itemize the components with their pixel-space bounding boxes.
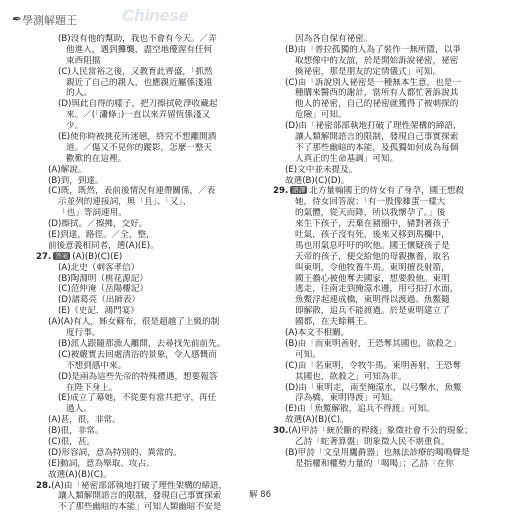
text-line: 不了那些幽暗的本能，及孤獨如何成為每個 <box>295 142 459 153</box>
text-line: 取想像中的友誼，於是開始訴說祕密，祕密 <box>295 55 459 66</box>
text-line: 馬也用氣息吁吁的吹他。國王懷疑孩子是 <box>295 240 450 251</box>
header-title: 學測解題王 <box>22 14 77 27</box>
text-line: 吐氣，孩子沒有死，後來又移到馬欄中， <box>295 230 450 241</box>
text-line: (C)人民當裕之後，又教育此齊盛，「抓然 <box>58 66 213 77</box>
text-line: (D)形容詞，意為特別的、異常的。 <box>48 447 182 458</box>
text-line: (C)范仲淹（岳陽樓記） <box>58 284 149 295</box>
text-line: (E)由「魚鱉解散，追兵不得渡」可知。 <box>285 404 435 415</box>
answer-text: (A)甲詩「統於斷的桿錢」象徵社會不公的現象； <box>288 426 473 437</box>
text-line: 國都，在夫餘稱王。 <box>295 317 373 328</box>
text-line: 來。／(「瀟條」)一直以來弄留恆係淺又 <box>66 110 211 121</box>
text-line: 魚鱉浮起連成橋，東明得以渡過。魚鱉隨 <box>295 295 450 306</box>
question-number: 27. <box>36 251 52 262</box>
text-line: (B)甲詩「文皇用鷹爵器」也無法診療的喝鳴聲是 <box>285 447 470 458</box>
text-line: (D)是兩為這些先帝的特殊禮遇，想要報答 <box>58 371 218 382</box>
text-line: 少。 <box>66 121 84 132</box>
text-line: 度行事。 <box>66 328 101 339</box>
text-line: (A)甚，很，非常。 <box>48 415 121 426</box>
text-line: 過人。 <box>66 404 92 415</box>
text-line: (A)解說。 <box>48 164 87 175</box>
text-line: (B)派人跟隨那漁人離開，去尋找先前前先。 <box>58 338 226 349</box>
text-line: (B)陶淵明（桃花源記） <box>58 273 148 284</box>
text-line: 其國也，欲殺之」可知為非。 <box>295 371 407 382</box>
text-line: 危險」可知。 <box>295 110 347 121</box>
text-line: (D)與此自得的樣子，把刀擦拭乾淨收藏起 <box>58 99 218 110</box>
text-line: (E)文中並未提及。 <box>285 164 358 175</box>
text-line: (C)由「訴說別人祕密是一種無本生意，也是一 <box>285 77 461 88</box>
text-line <box>36 252 268 263</box>
text-line: 不想到感中來。 <box>66 360 127 371</box>
question-number: 29. <box>273 186 289 197</box>
text-line: 國王擔心被他奪去國家，想要殺他。東明 <box>295 273 450 284</box>
text-line: (C)既，既然，表前後情況有連帶關係，／表 <box>48 186 216 197</box>
text-line: (B)到，到達。 <box>48 175 104 186</box>
text-line: 在陛下身上。 <box>66 382 118 393</box>
left-column <box>36 34 268 513</box>
text-line: 「也」等詞連用。 <box>58 208 127 219</box>
text-line: (D)擦拭。／擦拂，交好。 <box>48 219 148 230</box>
text-line <box>273 186 505 197</box>
text-line: 因為各自保有祕密。 <box>295 34 373 44</box>
text-line <box>273 426 505 437</box>
page-number: 解 86 <box>248 490 272 500</box>
text-line: 歡歎的在這裡。 <box>66 153 127 164</box>
question-number: 28. <box>36 480 52 491</box>
header-title-english: Chinese <box>122 6 189 25</box>
text-line: 來生下孩子，丟棄在豬圈中，豬對著孩子 <box>295 219 450 230</box>
text-line: 是指權和權勢力量的「喝喝」；乙詩「在你 <box>295 458 454 469</box>
text-line: 換祕密，那是朋友的定情儀式」可知。 <box>295 66 442 77</box>
text-line: 讓人類解開語言的限制，發現自己事實探索 <box>295 132 459 143</box>
text-line: 他人的祕密，自己的祕密就獲得了被刺探的 <box>295 99 459 110</box>
text-line: 示並列的連接詞，與「且」、「又」、 <box>58 197 192 208</box>
text-line: (E)成立了幕她，不從要有當共把守，再任 <box>58 393 217 404</box>
text-line: 可知。 <box>295 349 321 360</box>
text-line: 浮為橋，東明得渡」可知。 <box>295 393 399 404</box>
text-line: 束西阻擋 <box>66 55 101 66</box>
text-line: (A)本文不相關。 <box>285 328 350 339</box>
text-line: 種購來醫西的謝計，當所有人都忙著訴說其 <box>295 88 459 99</box>
text-line: 親近了自己的親人，也應親近屬係淺遠 <box>66 77 213 88</box>
text-line: 乙詩「蛇著算盤」則象徵人民不堪重負。 <box>295 436 450 447</box>
text-line: (A)(A)有人，姊女蘇布，很是超越了上級的制 <box>48 317 220 328</box>
text-line: (B)由「而東明善射，王恐奪其國也，欲殺之」 <box>285 338 461 349</box>
answer-text: (A)由「祕密部部執地打破了理性架構的締語， <box>51 480 228 491</box>
text-line: (E)使你時被挑花所迷戀，終究不想離開酒 <box>58 132 217 143</box>
text-line: 的氣體，從天而降，所以我懷孕了。」後 <box>295 208 446 219</box>
text-line: (E)到達，路徑。／全，整， <box>48 230 155 241</box>
text-line: (E)《史記．鴻門宴》 <box>58 306 139 317</box>
text-line: 前後意義相同者，選(A)(E)。 <box>48 240 159 251</box>
text-line: (C)由「名東明，令牧牛馬。東明善射，王恐奪 <box>285 360 461 371</box>
text-line: 故選(A)(B)(C)。 <box>48 469 112 480</box>
question-number: 30. <box>273 426 289 437</box>
text-line: (D)由「祕密部部執地打破了理性架構的締語， <box>285 121 462 132</box>
text-line: 她，侍女回答說：「有一股像雞蛋一樣大 <box>295 197 446 208</box>
text-line: 他進入，遇到攤襲，盡空地優渥有任何 <box>66 44 213 55</box>
text-line: 叫東明，令他牧養牛馬。東明擅長射箭， <box>295 262 450 273</box>
text-line: (E)動詞，意為舉取、攻占。 <box>48 458 155 469</box>
text-line: 讓人類解開語言的限制，發現自己事實探索 <box>58 491 222 502</box>
answer-text: 北方量翰國王的侍女有了身孕，國王想殺 <box>309 186 464 197</box>
answer-tag: 語譯 <box>292 186 306 195</box>
text-line: 故選(B)(C)(D)。 <box>285 175 350 186</box>
text-line: 故選(A)(B)(C)。 <box>285 415 349 426</box>
answer-text: (A)(B)(C)(E) <box>72 251 123 262</box>
text-line: (D)諸葛亮（出師表） <box>58 295 141 306</box>
quill-icon: ✒ <box>12 12 23 26</box>
text-line: 道。／傷又不見你的蹤影，怎麼一整天 <box>66 142 213 153</box>
text-line: 人真正的生命基調」可知。 <box>295 153 399 164</box>
text-line: 即解散，追兵不能渡過。於是東明建立了 <box>295 306 450 317</box>
text-line: (C)很，甚。 <box>48 436 96 447</box>
text-line: (B)沒有他的幫助，我也不會有今天。／弄 <box>58 34 217 44</box>
text-line: (B)很，非常。 <box>48 426 104 437</box>
text-line: 逃走，往南走到掩澨水邊，用弓拍打水面， <box>295 284 459 295</box>
text-line: (C)被嚴實去回處清浴的景象，令人感慨而 <box>58 349 217 360</box>
text-line: 不了那些幽暗的本能」可知人類幽暗不安是 <box>58 502 222 513</box>
text-line: (B)由「普拉孤獨的人為了裝作一無所隱，以爭 <box>285 44 461 55</box>
right-column <box>273 34 505 470</box>
text-line: (A)北史（刺客孝信） <box>58 262 140 273</box>
text-line: 天帝的孩子，便交給他的母親撫養，取名 <box>295 251 450 262</box>
text-line: 的人。 <box>66 88 92 99</box>
answer-tag: 答案 <box>55 251 69 260</box>
text-line: (D)由「東明走，南至掩澨水，以弓擊水，魚鱉 <box>285 382 462 393</box>
